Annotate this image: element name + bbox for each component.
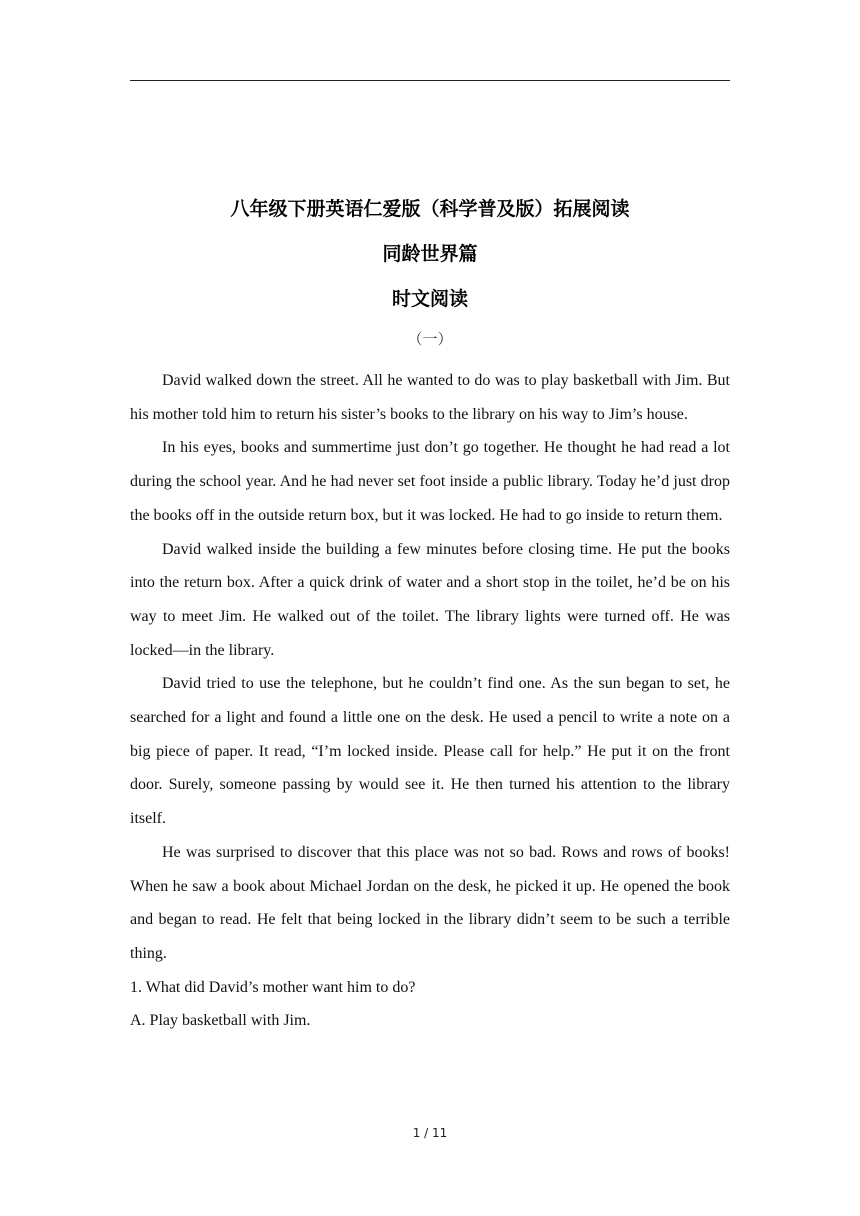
paragraph: In his eyes, books and summertime just don’t go together. He thought he had read a lot during the school year. And he had never set foot inside a public library. Today he’d just drop the books off in the outside return box, but it was locked. He had to go inside to return them. — [130, 439, 730, 524]
paragraph: David walked inside the building a few minutes before closing time. He put the books into the return box. After a quick drink of water and a short stop in the toilet, he’d be on his way to meet Jim. He walked out of the toilet. The library lights were turned off. He was locked—in the library. — [130, 540, 730, 659]
document-title: 八年级下册英语仁爱版（科学普及版）拓展阅读 — [230, 198, 630, 220]
document-subtitle: 同龄世界篇 — [382, 243, 478, 265]
paragraph: David walked down the street. All he wanted to do was to play basketball with Jim. But his mother told him to return his sister’s books to the library on his way to Jim’s house. — [130, 372, 730, 423]
reading-passage — [130, 364, 730, 1038]
paragraph: David tried to use the telephone, but he couldn’t find one. As the sun began to set, he searched for a light and found a little one on the desk. He used a pencil to write a note on a big piece of paper. It read, “I’m locked inside. Please call for help.” He put it on the front door. Surely, someone passing by would see it. He then turned his attention to the library itself. — [130, 675, 730, 828]
section-number: （一） — [407, 330, 453, 348]
section-title: 时文阅读 — [391, 288, 468, 310]
question-1: 1. What did David’s mother want him to do? — [130, 978, 416, 996]
question-1-option-a: A. Play basketball with Jim. — [130, 1012, 311, 1030]
page-number: 1 / 11 — [412, 1126, 448, 1140]
header-rule — [130, 80, 730, 81]
paragraph: He was surprised to discover that this place was not so bad. Rows and rows of books! When he saw a book about Michael Jordan on the desk, he picked it up. He opened the book and began to read. He felt that being locked in the library didn’t seem to be such a terrible thing. — [130, 843, 730, 962]
